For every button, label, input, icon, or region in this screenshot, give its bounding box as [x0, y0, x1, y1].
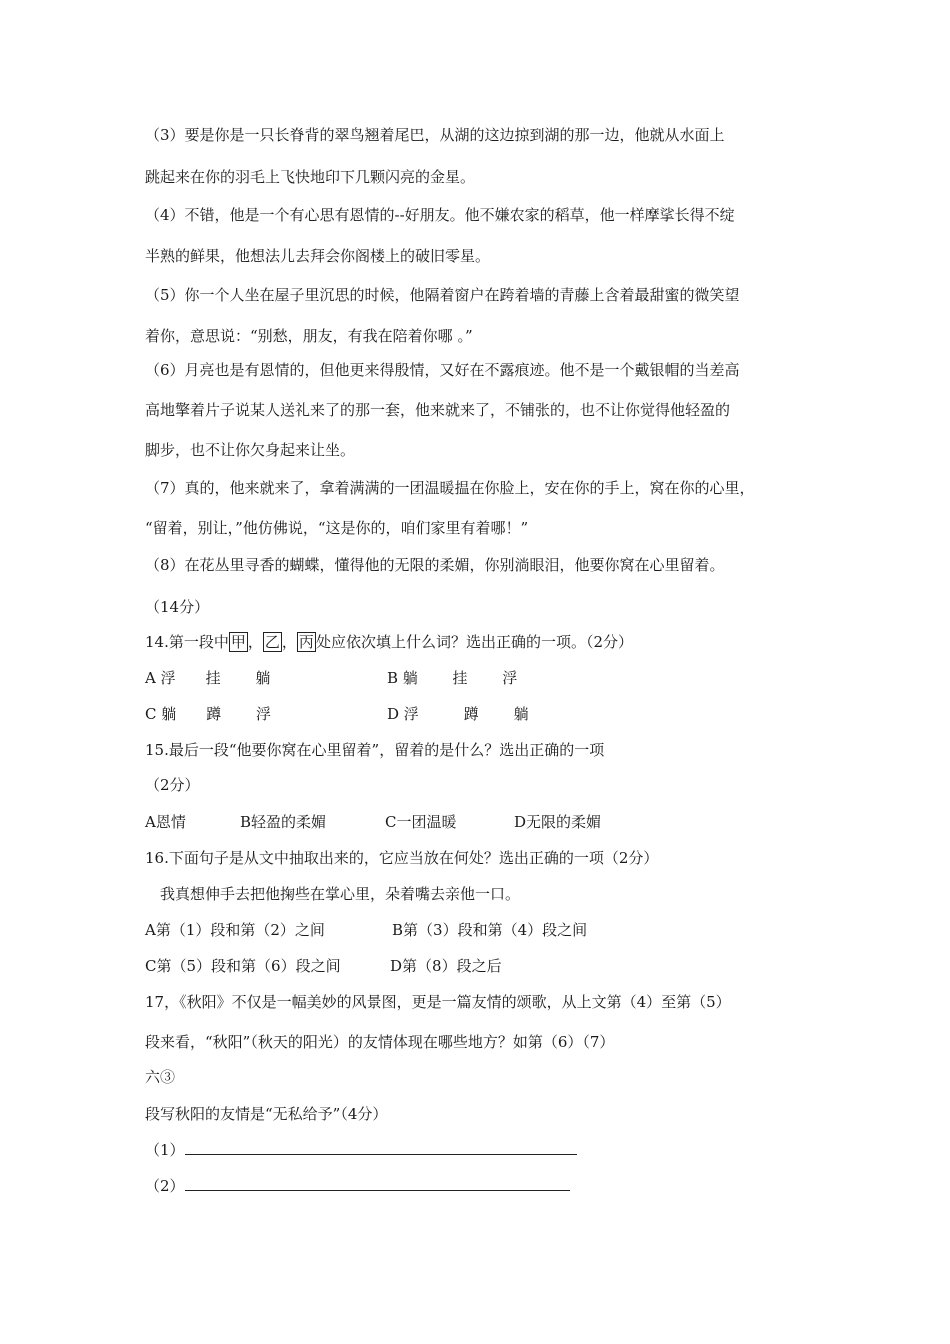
q14-sep2: ， [281, 633, 297, 651]
passage-p5-line1: （5）你一个人坐在屋子里沉思的时候，他隔着窗户在跨着墙的青藤上含着最甜蜜的微笑望 [145, 286, 740, 304]
q16-option-a[interactable]: A第（1）段和第（2）之间 [145, 921, 325, 939]
question-16-sentence: 我真想伸手去把他掬些在掌心里，朵着嘴去亲他一口。 [160, 885, 521, 903]
passage-p4-line2: 半熟的鲜果，他想法儿去拜会你阁楼上的破旧零星。 [145, 247, 491, 265]
passage-p6-line3: 脚步，也不让你欠身起来让坐。 [145, 441, 356, 459]
q14-box-bing: 丙 [298, 633, 314, 651]
q14-suffix: 处应依次填上什么词？选出正确的一项。（2分） [315, 633, 633, 651]
passage-p3-line2: 跳起来在你的羽毛上飞快地印下几颗闪亮的金星。 [145, 168, 476, 186]
answer-1-label: （1） [145, 1141, 185, 1159]
passage-score: （14分） [145, 598, 210, 616]
q15-option-c[interactable]: C一团温暖 [385, 813, 457, 831]
passage-p5-line2: 着你，意思说：“别愁，朋友，有我在陪着你哪 。” [145, 327, 473, 345]
q15-option-a[interactable]: A恩情 [145, 813, 186, 831]
passage-p7-line2: “留着，别让，”他仿佛说，“这是你的，咱们家里有着哪！” [145, 519, 529, 537]
answer-1-blank[interactable] [185, 1142, 577, 1155]
q14-option-b[interactable]: B 躺 挂 浮 [387, 669, 518, 687]
q16-option-c[interactable]: C第（5）段和第（6）段之间 [145, 957, 341, 975]
answer-2-label: （2） [145, 1177, 185, 1195]
passage-p3-line1: （3）要是你是一只长脊背的翠鸟翘着尾巴，从湖的这边掠到湖的那一边，他就从水面上 [145, 126, 725, 144]
q14-sep1: ， [247, 633, 263, 651]
answer-line-2 [145, 1176, 570, 1196]
question-15-score: （2分） [145, 776, 200, 794]
question-17-line3: 六③ [145, 1068, 176, 1086]
question-15-stem: 15.最后一段“他要你窝在心里留着”，留着的是什么？选出正确的一项 [145, 741, 605, 759]
q14-prefix: 14.第一段中 [145, 633, 229, 651]
question-17-line4: 段写秋阳的友情是“无私给予”（4分） [145, 1105, 388, 1123]
question-17-line2: 段来看，“秋阳”（秋天的阳光）的友情体现在哪些地方？如第（6）（7） [145, 1033, 615, 1051]
question-16-stem: 16.下面句子是从文中抽取出来的，它应当放在何处？选出正确的一项（2分） [145, 849, 659, 867]
passage-p7-line1: （7）真的，他来就来了，拿着满满的一团温暖揾在你脸上，安在你的手上，窝在你的心里， [145, 479, 755, 497]
passage-p6-line1: （6）月亮也是有恩情的，但他更来得殷情，又好在不露痕迹。他不是一个戴银帽的当差高 [145, 361, 740, 379]
q15-option-b[interactable]: B轻盈的柔媚 [240, 813, 327, 831]
q14-box-jia: 甲 [230, 633, 246, 651]
passage-p8-line1: （8）在花丛里寻香的蝴蝶，懂得他的无限的柔媚，你别淌眼泪，他要你窝在心里留着。 [145, 556, 725, 574]
q16-option-b[interactable]: B第（3）段和第（4）段之间 [392, 921, 588, 939]
question-14-stem [145, 632, 633, 652]
q14-option-a[interactable]: A 浮 挂 躺 [145, 669, 271, 687]
q14-option-d[interactable]: D 浮 蹲 躺 [387, 705, 529, 723]
answer-line-1 [145, 1140, 577, 1160]
passage-p4-line1: （4）不错，他是一个有心思有恩情的--好朋友。他不嫌农家的稻草，他一样摩挲长得不绽 [145, 206, 735, 224]
q14-option-c[interactable]: C 躺 蹲 浮 [145, 705, 272, 723]
q16-option-d[interactable]: D第（8）段之后 [390, 957, 502, 975]
q15-option-d[interactable]: D无限的柔媚 [514, 813, 602, 831]
question-17-line1: 17，《秋阳》不仅是一幅美妙的风景图，更是一篇友情的颂歌，从上文第（4）至第（5） [145, 993, 731, 1011]
q14-box-yi: 乙 [264, 633, 280, 651]
answer-2-blank[interactable] [185, 1178, 570, 1191]
passage-p6-line2: 高地擎着片子说某人送礼来了的那一套，他来就来了，不铺张的，也不让你觉得他轻盈的 [145, 401, 731, 419]
